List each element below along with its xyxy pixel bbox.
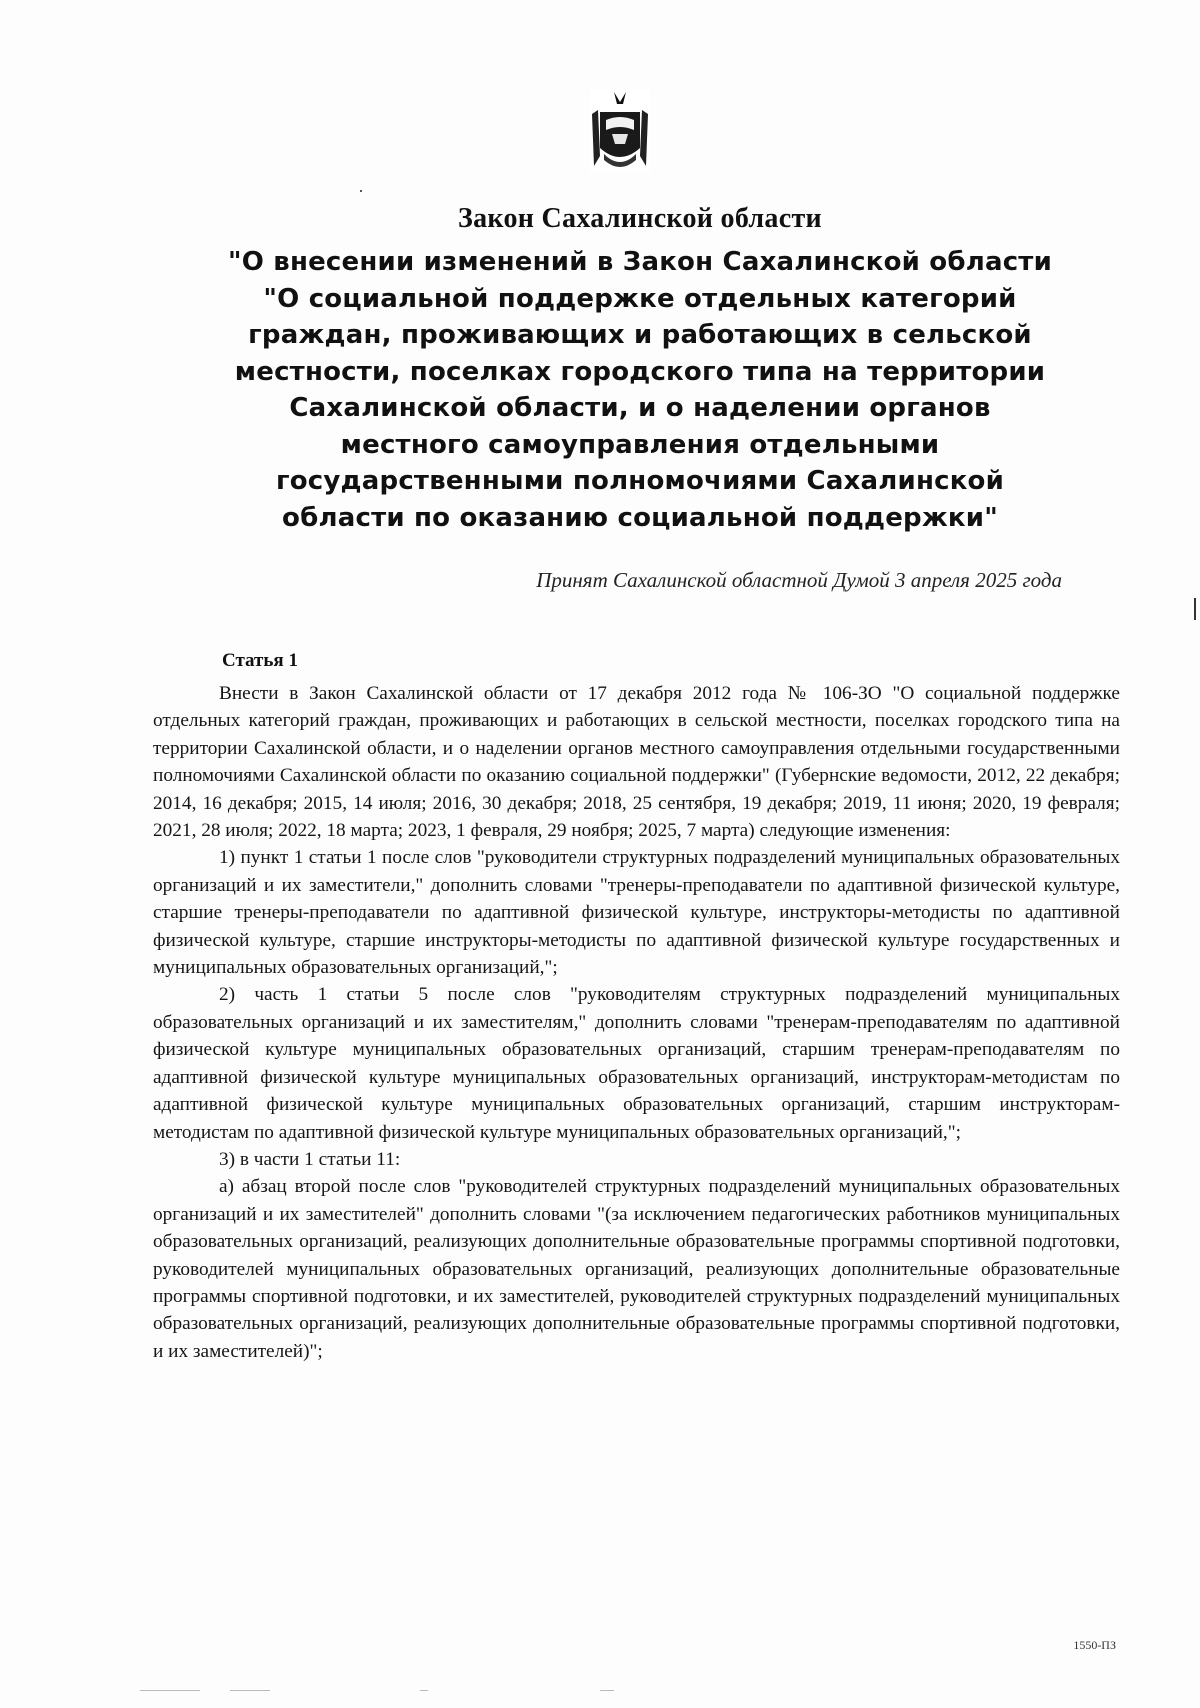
document-code: 1550-ПЗ	[1073, 1638, 1116, 1652]
scan-artifact	[140, 1690, 200, 1691]
law-title-heading: Закон Сахалинской области	[458, 203, 822, 234]
coat-of-arms-emblem	[590, 90, 650, 172]
paragraph-item-1: 1) пункт 1 статьи 1 после слов "руководители структурных подразделений муниципальных образовательных организаций и их заместители," дополнить словами "тренеры-преподаватели по адаптивной физической культуре, старшие тренеры-преподаватели по адаптивной физической культуре, инструкторы-методисты по адаптивной физической культуре, старшие инструкторы-методисты по адаптивной физической культуре государственных и муниципальных образовательных организаций,";	[153, 847, 1120, 979]
article-heading: Статья 1	[222, 650, 298, 671]
paragraph-item-3a: а) абзац второй после слов "руководителей структурных подразделений муниципальных образовательных организаций и их заместителей" дополнить словами "(за исключением педагогических работников муниципальных образовательных организаций, реализующих дополнительные образовательные программы спортивной подготовки, руководителей муниципальных образовательных организаций, реализующих дополнительные образовательные программы спортивной подготовки, и их заместителей, руководителей структурных подразделений муниципальных образовательных организаций, реализующих дополнительные образовательные программы спортивной подготовки, и их заместителей)";	[153, 1176, 1120, 1362]
scan-artifact	[360, 190, 362, 192]
scan-artifact	[230, 1690, 270, 1691]
scan-artifact	[600, 1690, 614, 1691]
accepted-note: Принят Сахалинской областной Думой 3 апреля 2025 года	[536, 568, 1062, 592]
law-title	[220, 200, 1060, 536]
scan-artifact	[420, 1690, 428, 1691]
law-title-subject: "О внесении изменений в Закон Сахалинской области "О социальной поддержке отдельных категорий граждан, проживающих и работающих в сельской местности, поселках городского типа на территории Сахалинской области, и о наделении органов местного самоуправления отдельными государственными полномочиями Сахалинской области по оказанию социальной поддержки"	[227, 247, 1052, 533]
paragraph-item-2: 2) часть 1 статьи 5 после слов "руководителям структурных подразделений муниципальных образовательных организаций и их заместителям," дополнить словами "тренерам-преподавателям по адаптивной физической культуре муниципальных образовательных организаций, старшим тренерам-преподавателям по адаптивной физической культуре муниципальных образовательных организаций, инструкторам-методистам по адаптивной физической культуре муниципальных образовательных организаций, старшим инструкторам-методистам по адаптивной физической культуре муниципальных образовательных организаций,";	[153, 984, 1120, 1143]
article-body	[153, 680, 1120, 1365]
paragraph-intro: Внести в Закон Сахалинской области от 17 декабря 2012 года № 106-ЗО "О социальной поддержке отдельных категорий граждан, проживающих и работающих в сельской местности, поселках городского типа на территории Сахалинской области, и о наделении органов местного самоуправления отдельными государственными полномочиями Сахалинской области по оказанию социальной поддержки" (Губернские ведомости, 2012, 22 декабря; 2014, 16 декабря; 2015, 14 июля; 2016, 30 декабря; 2018, 25 сентября, 19 декабря; 2019, 11 июня; 2020, 19 февраля; 2021, 28 июля; 2022, 18 марта; 2023, 1 февраля, 29 ноября; 2025, 7 марта) следующие изменения:	[153, 683, 1120, 842]
scan-margin-mark	[1194, 598, 1196, 620]
paragraph-item-3: 3) в части 1 статьи 11:	[219, 1148, 401, 1170]
